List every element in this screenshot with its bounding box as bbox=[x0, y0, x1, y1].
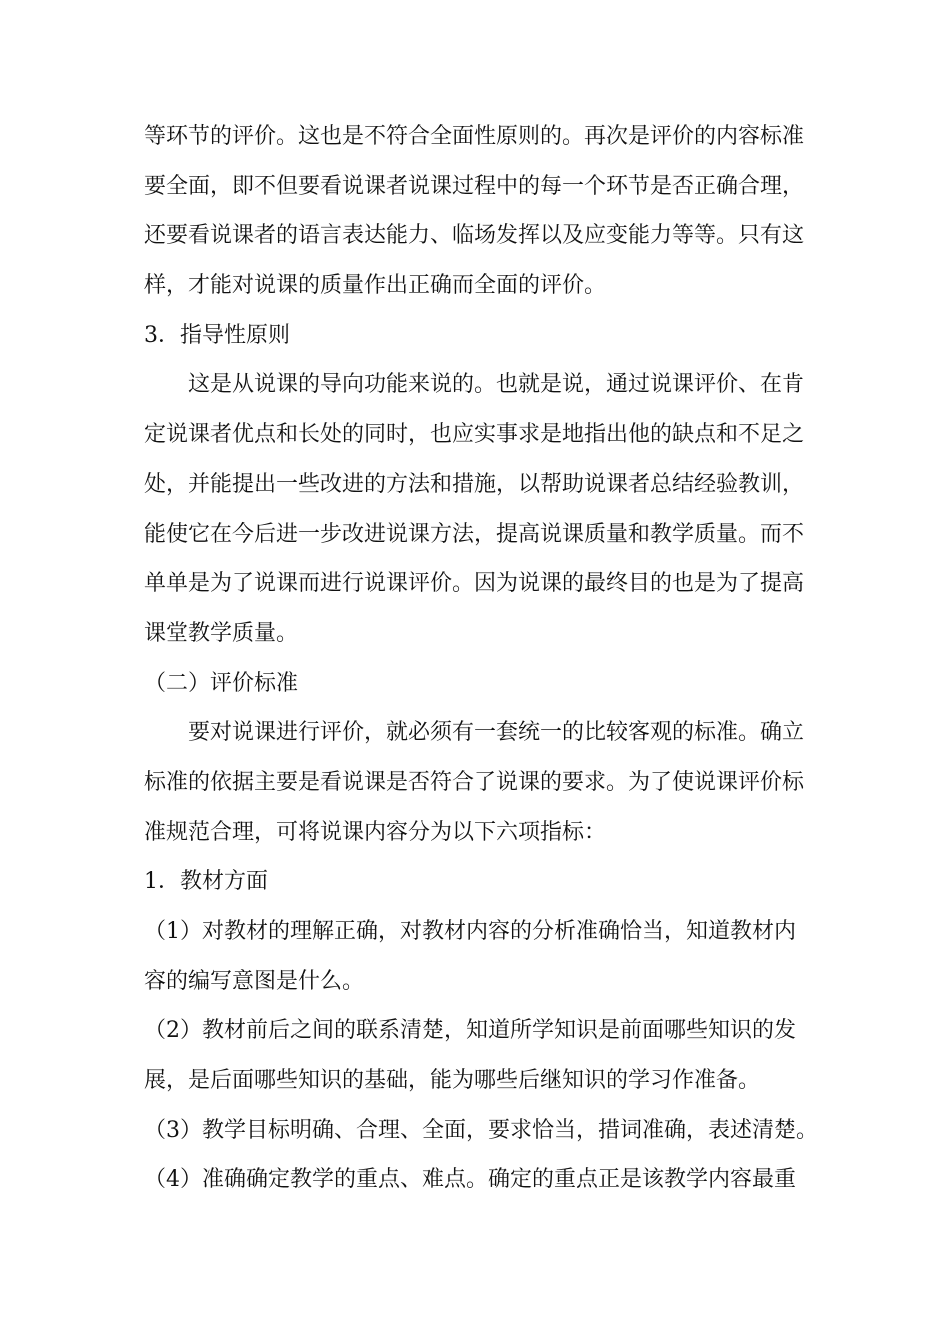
list-item-line: （2）教材前后之间的联系清楚，知道所学知识是前面哪些知识的发 bbox=[144, 1018, 796, 1044]
paragraph-line: 这是从说课的导向功能来说的。也就是说，通过说课评价、在肯 bbox=[188, 372, 805, 398]
paragraph-line: 定说课者优点和长处的同时，也应实事求是地指出他的缺点和不足之 bbox=[144, 422, 805, 448]
paragraph-line: 要全面，即不但要看说课者说课过程中的每一个环节是否正确合理， bbox=[144, 173, 805, 199]
body-text bbox=[144, 112, 818, 1205]
list-item-line: （4）准确确定教学的重点、难点。确定的重点正是该教学内容最重 bbox=[144, 1167, 796, 1193]
paragraph-line: 处，并能提出一些改进的方法和措施，以帮助说课者总结经验教训， bbox=[144, 471, 805, 497]
paragraph-line: 能使它在今后进一步改进说课方法，提高说课质量和教学质量。而不 bbox=[144, 521, 805, 547]
section-heading: 1．教材方面 bbox=[144, 869, 268, 895]
list-item-line: 容的编写意图是什么。 bbox=[144, 968, 365, 994]
paragraph-line: 准规范合理，可将说课内容分为以下六项指标： bbox=[144, 819, 607, 845]
section-heading: （二）评价标准 bbox=[144, 670, 299, 696]
paragraph-line: 课堂教学质量。 bbox=[144, 620, 299, 646]
paragraph-line: 单单是为了说课而进行说课评价。因为说课的最终目的也是为了提高 bbox=[144, 571, 805, 597]
paragraph-line: 要对说课进行评价，就必须有一套统一的比较客观的标准。确立 bbox=[188, 720, 805, 746]
list-item-line: （1）对教材的理解正确，对教材内容的分析准确恰当，知道教材内 bbox=[144, 919, 796, 944]
list-item-line: （3）教学目标明确、合理、全面，要求恰当，措词准确，表述清楚。 bbox=[144, 1117, 818, 1143]
paragraph-line: 标准的依据主要是看说课是否符合了说课的要求。为了使说课评价标 bbox=[144, 769, 805, 795]
paragraph-line: 还要看说课者的语言表达能力、临场发挥以及应变能力等等。只有这 bbox=[144, 223, 805, 249]
paragraph-line: 等环节的评价。这也是不符合全面性原则的。再次是评价的内容标准 bbox=[144, 124, 805, 149]
list-item-line: 展，是后面哪些知识的基础，能为哪些后继知识的学习作准备。 bbox=[144, 1068, 761, 1094]
section-heading: 3．指导性原则 bbox=[144, 322, 290, 348]
paragraph-line: 样，才能对说课的质量作出正确而全面的评价。 bbox=[144, 273, 607, 299]
